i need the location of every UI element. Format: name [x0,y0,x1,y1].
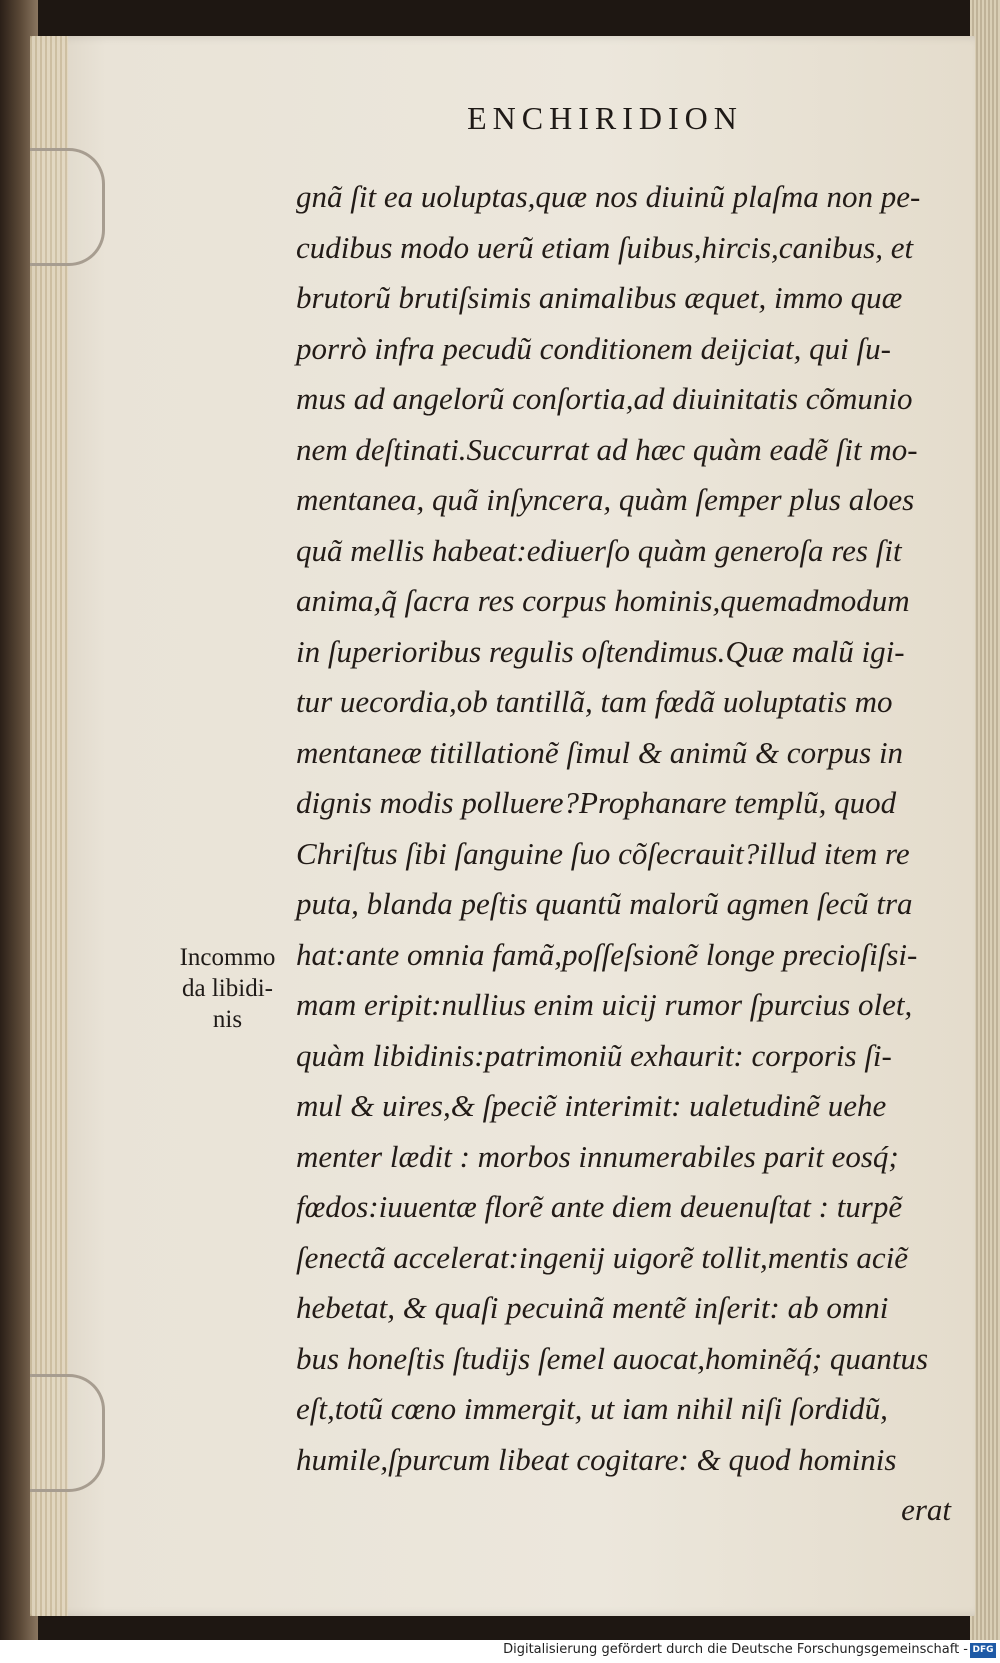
page-clip-top [30,148,105,266]
text-line: eſt,totũ cœno immergit, ut iam nihil niſi ſordidũ, [296,1391,888,1426]
text-line: cudibus modo uerũ etiam ſuibus,hircis,canibus, et [296,229,914,265]
marginal-note-line: da libidi- [182,975,273,1002]
book-page [30,36,975,1616]
digitization-footer [0,1640,1000,1663]
text-line: hebetat, & quaſi pecuinã mentẽ inſerit: ab omni [296,1290,889,1325]
text-line: quã mellis habeat:ediuerſo quàm generoſa res ſit [296,532,902,568]
text-line: hat:ante omnia famã,poſſeſsionẽ longe precioſiſsi- [296,936,918,972]
text-line: puta, blanda peſtis quantũ malorũ agmen ſecũ tra [296,886,913,921]
text-line: bus honeſtis ſtudijs ſemel auocat,hominẽq́; quantus [296,1340,929,1376]
running-header: ENCHIRIDION [467,100,743,136]
text-line: humile,ſpurcum libeat cogitare: & quod hominis [296,1441,897,1477]
dfg-logo-icon: DFG [970,1643,996,1658]
text-line: mus ad angelorũ conſortia,ad diuinitatis cõmunio [296,381,913,416]
text-line: Chriſtus ſibi ſanguine ſuo cõſecrauit?illud item re [296,835,910,871]
text-line: gnã ſit ea uoluptas,quæ nos diuinũ plaſma non pe- [296,179,921,214]
text-line: mentanea, quã inſyncera, quàm ſemper plus aloes [296,482,915,517]
page-clip-bottom [30,1374,105,1492]
marginal-note-line: Incommo [179,944,276,971]
text-line: dignis modis polluere?Prophanare templũ, quod [296,785,897,820]
text-line: ſenectã accelerat:ingenij uigorẽ tollit,mentis aciẽ [296,1239,909,1275]
text-line: tur uecordia,ob tantillã, tam fœdã uoluptatis mo [296,684,893,719]
text-line: nem deſtinati.Succurrat ad hæc quàm eadẽ ſit mo- [296,431,918,467]
text-line: quàm libidinis:patrimoniũ exhaurit: corporis ſi- [296,1037,892,1073]
text-line: brutorũ brutiſsimis animalibus æquet, immo quæ [296,280,903,315]
body-text [296,172,951,1536]
text-line: fœdos:iuuentæ florẽ ante diem deuenuſtat : turpẽ [296,1189,903,1224]
text-line: mul & uires,& ſpeciẽ interimit: ualetudinẽ uehe [296,1088,887,1123]
text-line: menter lædit : morbos innumerabiles parit eosq́; [296,1138,899,1174]
marginal-note [150,942,305,1035]
text-line: porrò infra pecudũ conditionem deijciat, qui ſu- [296,330,891,366]
catchword: erat [901,1492,951,1527]
marginal-note-line: nis [212,1006,243,1033]
text-line: mentaneæ titillationẽ ſimul & animũ & corpus in [296,734,904,770]
text-line: in ſuperioribus regulis oſtendimus.Quæ malũ igi- [296,633,905,669]
text-line: anima,q̃ ſacra res corpus hominis,quemadmodum [296,583,910,618]
funding-credit: Digitalisierung gefördert durch die Deutsche Forschungsgemeinschaft - [503,1642,968,1657]
text-line: mam eripit:nullius enim uicij rumor ſpurcius olet, [296,987,913,1022]
